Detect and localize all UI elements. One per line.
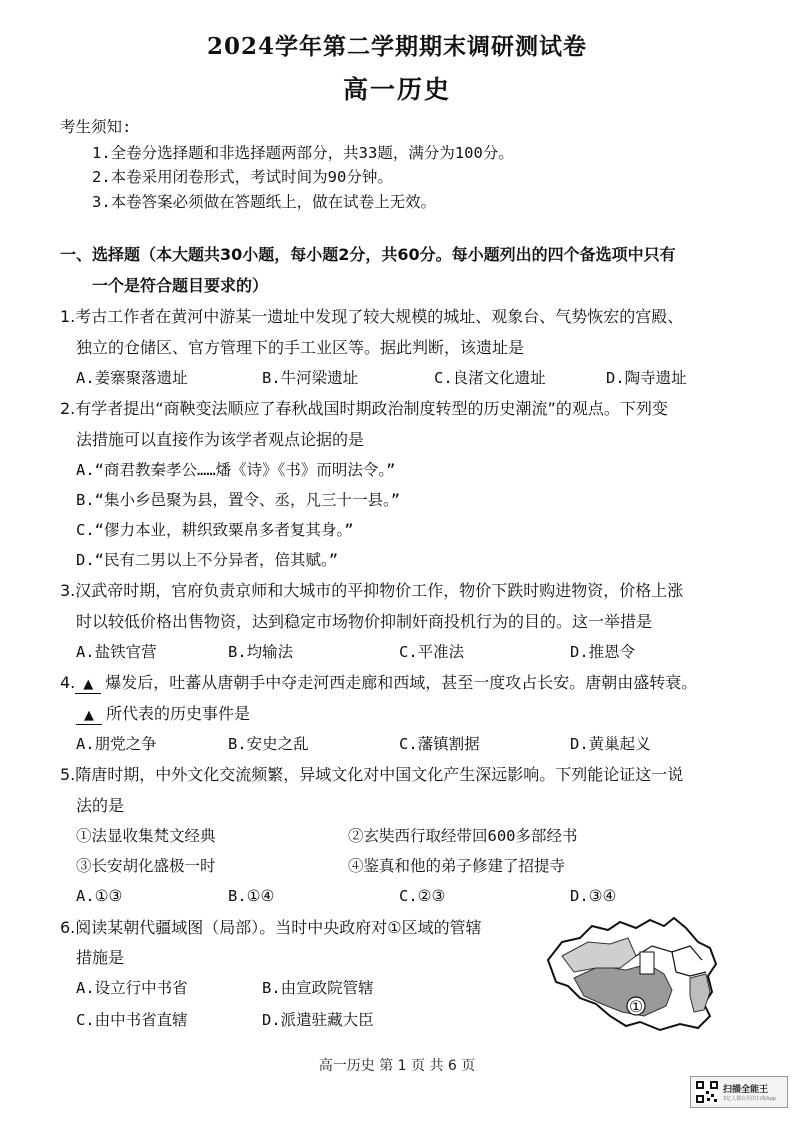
notice-item-2: 2.本卷采用闭卷形式，考试时间为90分钟。 [92,168,393,186]
q3-option-c: C.平准法 [399,643,465,661]
q4-stem-rest: 爆发后，吐蕃从唐朝手中夺走河西走廊和西域，甚至一度攻占长安。唐朝由盛转衰。 [105,673,698,692]
q4-stem-line2 [76,704,250,725]
scanner-watermark [690,1076,788,1108]
q4-option-d: D.黄巢起义 [570,735,651,753]
q4-option-a: A.朋党之争 [76,735,157,753]
q2-option-b: B.“集小乡邑聚为县，置令、丞，凡三十一县。” [76,491,401,509]
section-heading-cont: 一个是符合题目要求的） [92,276,269,295]
province-box [640,952,654,974]
q4-stem-rest-2: 所代表的历史事件是 [106,704,251,723]
q5-statement-2: ②玄奘西行取经带回600多部经书 [348,827,578,845]
q5-stem-line2: 法的是 [76,796,125,815]
q4-stem-line1 [60,673,697,694]
q3-option-b: B.均输法 [228,643,294,661]
q2-stem-line2: 法措施可以直接作为该学者观点论据的是 [76,430,365,449]
q1-option-c: C.良渚文化遗址 [434,369,546,387]
scanner-app-name: 扫描全能王 [723,1085,769,1095]
scanner-tagline: 3亿人都在用的扫描App [723,1096,776,1102]
q6-option-d: D.派遣驻藏大臣 [262,1011,374,1029]
scanner-watermark-text [723,1082,776,1102]
q3-option-a: A.盐铁官营 [76,643,157,661]
q4-blank-2: ▲ [76,708,102,725]
eastern-strip [690,974,710,1012]
q3-option-d: D.推恩令 [570,643,636,661]
q4-option-b: B.安史之乱 [228,735,309,753]
q2-option-a: A.“商君教秦孝公……燔《诗》《书》而明法令。” [76,461,396,479]
q5-statement-3: ③长安胡化盛极一时 [76,857,216,875]
exam-subject: 高一历史 [342,75,451,104]
q1-stem-line2: 独立的仓储区、官方管理下的手工业区等。据此判断，该遗址是 [76,338,525,357]
notice-item-3: 3.本卷答案必须做在答题纸上，做在试卷上无效。 [92,193,437,211]
q6-option-b: B.由宣政院管辖 [262,979,374,997]
q4-option-c: C.藩镇割据 [399,735,480,753]
q1-option-b: B.牛河梁遗址 [262,369,359,387]
q2-option-c: C.“僇力本业，耕织致粟帛多者复其身。” [76,521,354,539]
q1-option-d: D.陶寺遗址 [606,369,687,387]
q5-stem-line1: 5.隋唐时期，中外文化交流频繁，异域文化对中国文化产生深远影响。下列能论证这一说 [60,765,684,784]
region-marker: ① [628,997,644,1016]
q6-option-c: C.由中书省直辖 [76,1011,188,1029]
q2-stem-line1: 2.有学者提出“商鞅变法顺应了春秋战国时期政治制度转型的历史潮流”的观点。下列变 [60,399,668,418]
page-footer: 高一历史 第 1 页 共 6 页 [318,1058,476,1074]
q1-stem-line1: 1.考古工作者在黄河中游某一遗址中发现了较大规模的城址、观象台、气势恢宏的宫殿、 [60,307,684,326]
q5-option-c: C.②③ [399,887,446,905]
section-heading: 一、选择题（本大题共30小题，每小题2分，共60分。每小题列出的四个备选项中只有 [60,245,676,264]
q3-stem-line1: 3.汉武帝时期，官府负责京师和大城市的平抑物价工作，物价下跌时购进物资，价格上涨 [60,581,684,600]
q6-stem-line1: 6.阅读某朝代疆域图（局部）。当时中央政府对①区域的管辖 [60,918,482,937]
q2-option-d: D.“民有二男以上不分异者，倍其赋。” [76,551,339,569]
qr-code-icon [695,1080,719,1104]
q6-option-a: A.设立行中书省 [76,979,188,997]
q4-number: 4. [60,673,76,692]
q5-statement-4: ④鉴真和他的弟子修建了招提寺 [348,857,566,875]
q5-option-b: B.①④ [228,887,275,905]
notice-item-1: 1.全卷分选择题和非选择题两部分，共33题，满分为100分。 [92,144,514,162]
highlighted-region [574,964,672,1016]
q6-stem-line2: 措施是 [76,948,125,967]
territory-map [540,912,720,1037]
q5-option-a: A.①③ [76,887,123,905]
exam-title: 2024学年第二学期期末调研测试卷 [206,33,587,60]
q5-statement-1: ①法显收集梵文经典 [76,827,216,845]
notice-heading: 考生须知: [60,118,132,136]
q1-option-a: A.姜寨聚落遗址 [76,369,188,387]
q4-blank: ▲ [75,677,101,694]
q5-option-d: D.③④ [570,887,617,905]
q3-stem-line2: 时以较低价格出售物资，达到稳定市场物价抑制奸商投机行为的目的。这一举措是 [76,612,653,631]
